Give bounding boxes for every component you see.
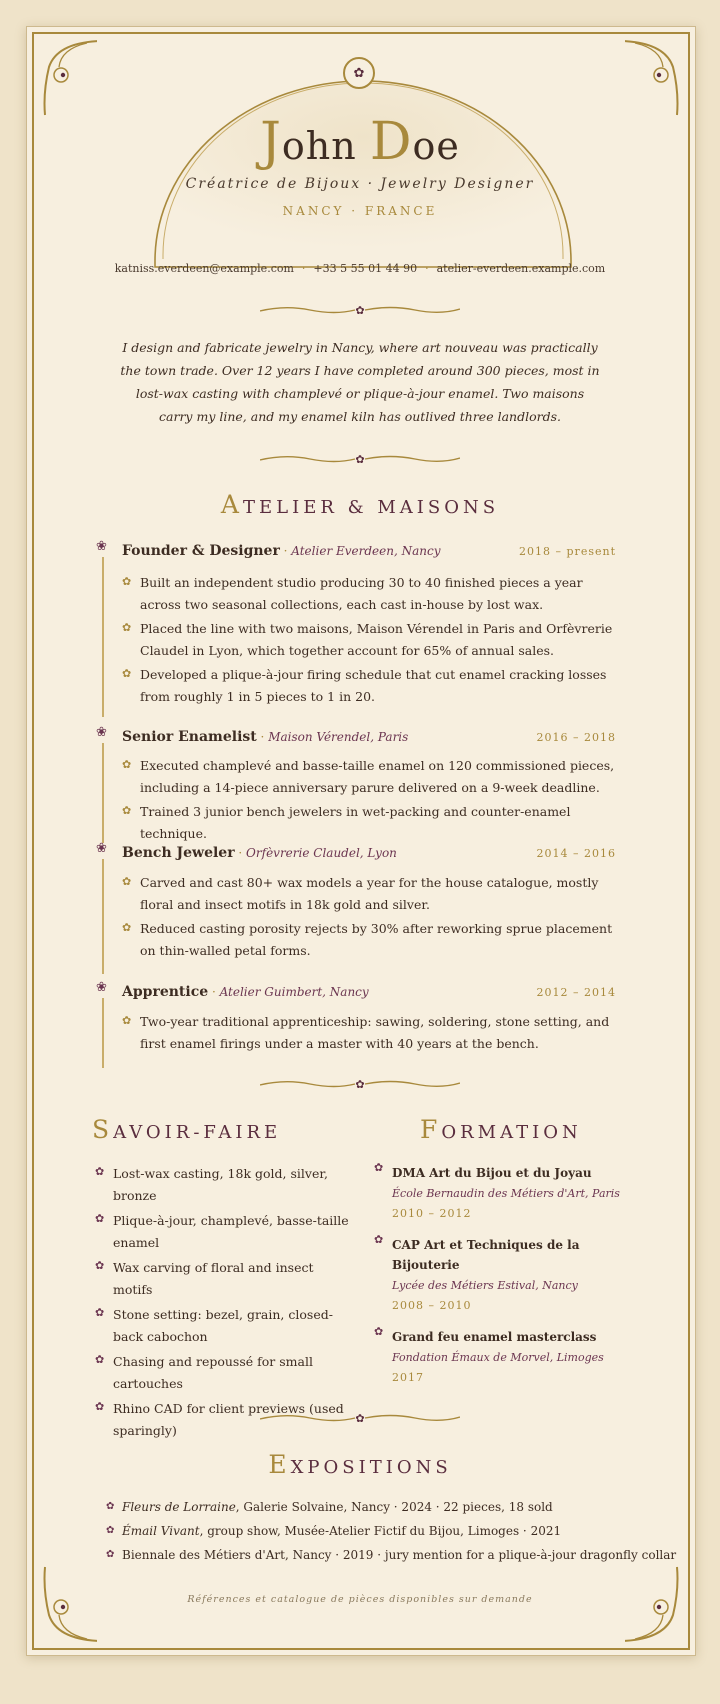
flower-bullet-icon: ✿ bbox=[122, 667, 132, 680]
job-dates: 2018 – present bbox=[519, 545, 616, 558]
flourish-divider-icon bbox=[260, 303, 460, 317]
flourish-divider-icon bbox=[260, 452, 460, 466]
email-link[interactable]: katniss.everdeen@example.com bbox=[114, 262, 294, 275]
section-title-exhibitions: EXPOSITIONS bbox=[268, 1450, 452, 1479]
flower-bullet-icon: ✿ bbox=[106, 1501, 115, 1512]
svg-text:✿: ✿ bbox=[355, 1412, 365, 1425]
flower-bullet-icon: ✿ bbox=[122, 575, 132, 588]
job-role: Apprentice bbox=[122, 984, 209, 1000]
svg-text:✿: ✿ bbox=[355, 1078, 365, 1091]
job-place: Maison Vérendel, Paris bbox=[268, 730, 409, 744]
footer-note: Références et catalogue de pièces disponibles sur demande bbox=[187, 1594, 533, 1605]
list-item: ✿ Lost-wax casting, 18k gold, silver, bronze bbox=[95, 1163, 355, 1206]
flower-bullet-icon: ✿ bbox=[122, 621, 132, 634]
list-item: ✿ CAP Art et Techniques de la Bijouterie Lycée des Métiers Estival, Nancy 2008 – 2010 bbox=[374, 1233, 580, 1312]
flower-bullet-icon: ✿ bbox=[374, 1325, 384, 1338]
job-role: Bench Jeweler bbox=[122, 845, 235, 861]
list-item: ✿ Chasing and repoussé for small cartouches bbox=[95, 1351, 355, 1394]
job-subtitle: Créatrice de Bijoux · Jewelry Designer bbox=[185, 176, 535, 192]
list-item: ✿ Carved and cast 80+ wax models a year for the house catalogue, mostly floral and insect motifs in 18k gold and silver. bbox=[122, 872, 616, 915]
svg-text:✿: ✿ bbox=[355, 304, 365, 317]
flourish-divider-icon bbox=[260, 1411, 460, 1425]
section-title-education: FORMATION bbox=[420, 1115, 582, 1144]
corner-ornament-icon bbox=[37, 1565, 97, 1645]
flower-bullet-icon: ✿ bbox=[106, 1549, 115, 1560]
flower-bullet-icon: ✿ bbox=[95, 1400, 105, 1413]
list-item: ✿ Trained 3 junior bench jewelers in wet-packing and counter-enamel technique. bbox=[122, 801, 616, 844]
flower-bullet-icon: ✿ bbox=[374, 1161, 384, 1174]
corner-ornament-icon bbox=[625, 37, 685, 117]
job-place: Orfèvrerie Claudel, Lyon bbox=[246, 846, 397, 860]
list-item: ✿ Two-year traditional apprenticeship: sawing, soldering, stone setting, and first enamel firings under a master with 40 years at the bench. bbox=[122, 1011, 616, 1054]
flower-bullet-icon: ✿ bbox=[95, 1353, 105, 1366]
flower-bullet-icon: ✿ bbox=[95, 1212, 105, 1225]
contact-line: katniss.everdeen@example.com · +33 5 55 01 44 90 · atelier-everdeen.example.com bbox=[114, 262, 606, 275]
list-item: ✿ DMA Art du Bijou et du Joyau École Bernaudin des Métiers d'Art, Paris 2010 – 2012 bbox=[374, 1161, 620, 1220]
job-bullets bbox=[122, 1011, 616, 1057]
corner-ornament-icon bbox=[625, 1565, 685, 1645]
list-item: ✿ Placed the line with two maisons, Maison Vérendel in Paris and Orfèvrerie Claudel in Lyon, which together account for 65% of annual sales. bbox=[122, 618, 616, 661]
job-bullets bbox=[122, 755, 616, 847]
list-item: ✿ Reduced casting porosity rejects by 30% after reworking sprue placement on thin-walled petal forms. bbox=[122, 918, 616, 961]
list-item: ✿ Grand feu enamel masterclass Fondation Émaux de Morvel, Limoges 2017 bbox=[374, 1325, 604, 1384]
list-item: ✿ Developed a plique-à-jour firing schedule that cut enamel cracking losses from roughly 1 in 5 pieces to 1 in 20. bbox=[122, 664, 616, 707]
flower-icon: ❀ bbox=[96, 725, 107, 740]
job-role: Senior Enamelist bbox=[122, 729, 257, 745]
list-item: ✿ Plique-à-jour, champlevé, basse-taille enamel bbox=[95, 1210, 355, 1253]
flower-bullet-icon: ✿ bbox=[106, 1525, 115, 1536]
flower-icon: ❀ bbox=[96, 980, 107, 995]
timeline-line bbox=[102, 859, 104, 974]
list-item: ✿ Biennale des Métiers d'Art, Nancy · 2019 · jury mention for a plique-à-jour dragonfly collar bbox=[106, 1548, 677, 1562]
flower-bullet-icon: ✿ bbox=[95, 1259, 105, 1272]
flower-bullet-icon: ✿ bbox=[122, 875, 132, 888]
job-bullets bbox=[122, 572, 616, 710]
website-link[interactable]: atelier-everdeen.example.com bbox=[436, 262, 606, 275]
job-dates: 2014 – 2016 bbox=[536, 847, 616, 860]
education-column bbox=[374, 1163, 644, 1399]
timeline-line bbox=[102, 557, 104, 717]
timeline-line bbox=[102, 998, 104, 1068]
flower-bullet-icon: ✿ bbox=[374, 1233, 384, 1246]
flower-icon: ❀ bbox=[96, 841, 107, 856]
list-item: ✿ Built an independent studio producing 30 to 40 finished pieces a year across two seasonal collections, each cast in-house by lost wax. bbox=[122, 572, 616, 615]
location: NANCY · FRANCE bbox=[282, 204, 438, 218]
section-title-skills: SAVOIR-FAIRE bbox=[92, 1115, 282, 1144]
flower-bullet-icon: ✿ bbox=[122, 804, 132, 817]
flower-medal-icon: ✿ bbox=[343, 57, 375, 89]
flourish-divider-icon bbox=[260, 1077, 460, 1091]
list-item: ✿ Fleurs de Lorraine, Galerie Solvaine, Nancy · 2024 · 22 pieces, 18 sold bbox=[106, 1500, 553, 1514]
exhibitions-list bbox=[106, 1498, 677, 1570]
list-item: ✿ Stone setting: bezel, grain, closed-back cabochon bbox=[95, 1304, 355, 1347]
candidate-name: John Doe bbox=[260, 112, 460, 172]
job-bullets bbox=[122, 872, 616, 964]
flower-bullet-icon: ✿ bbox=[122, 921, 132, 934]
job-place: Atelier Guimbert, Nancy bbox=[219, 985, 369, 999]
list-item: ✿ Émail Vivant, group show, Musée-Atelier Fictif du Bijou, Limoges · 2021 bbox=[106, 1524, 562, 1538]
corner-ornament-icon bbox=[37, 37, 97, 117]
phone-number[interactable]: +33 5 55 01 44 90 bbox=[313, 262, 418, 275]
job-role: Founder & Designer bbox=[122, 543, 280, 559]
list-item: ✿ Executed champlevé and basse-taille enamel on 120 commissioned pieces, including a 14-piece anniversary parure delivered on a 9-week deadline. bbox=[122, 755, 616, 798]
intro-paragraph: I design and fabricate jewelry in Nancy, where art nouveau was practically the town trade. Over 12 years I have completed around 300 pieces, most in lost-wax casting with champlevé or plique-à-jour enamel. Two maisons carry my line, and my enamel kiln has outlived three landlords. bbox=[120, 340, 600, 424]
flower-bullet-icon: ✿ bbox=[95, 1306, 105, 1319]
flower-bullet-icon: ✿ bbox=[122, 758, 132, 771]
job-place: Atelier Everdeen, Nancy bbox=[291, 544, 441, 558]
list-item: ✿ Wax carving of floral and insect motifs bbox=[95, 1257, 355, 1300]
flower-bullet-icon: ✿ bbox=[122, 1014, 132, 1027]
skills-column bbox=[95, 1163, 355, 1445]
flower-bullet-icon: ✿ bbox=[95, 1165, 105, 1178]
list-item: ✿ Rhino CAD for client previews (used sparingly) bbox=[95, 1398, 355, 1441]
job-dates: 2016 – 2018 bbox=[536, 731, 616, 744]
timeline-line bbox=[102, 743, 104, 843]
section-title-experience: ATELIER & MAISONS bbox=[220, 490, 500, 519]
job-dates: 2012 – 2014 bbox=[536, 986, 616, 999]
svg-text:✿: ✿ bbox=[355, 453, 365, 466]
flower-icon: ❀ bbox=[96, 539, 107, 554]
